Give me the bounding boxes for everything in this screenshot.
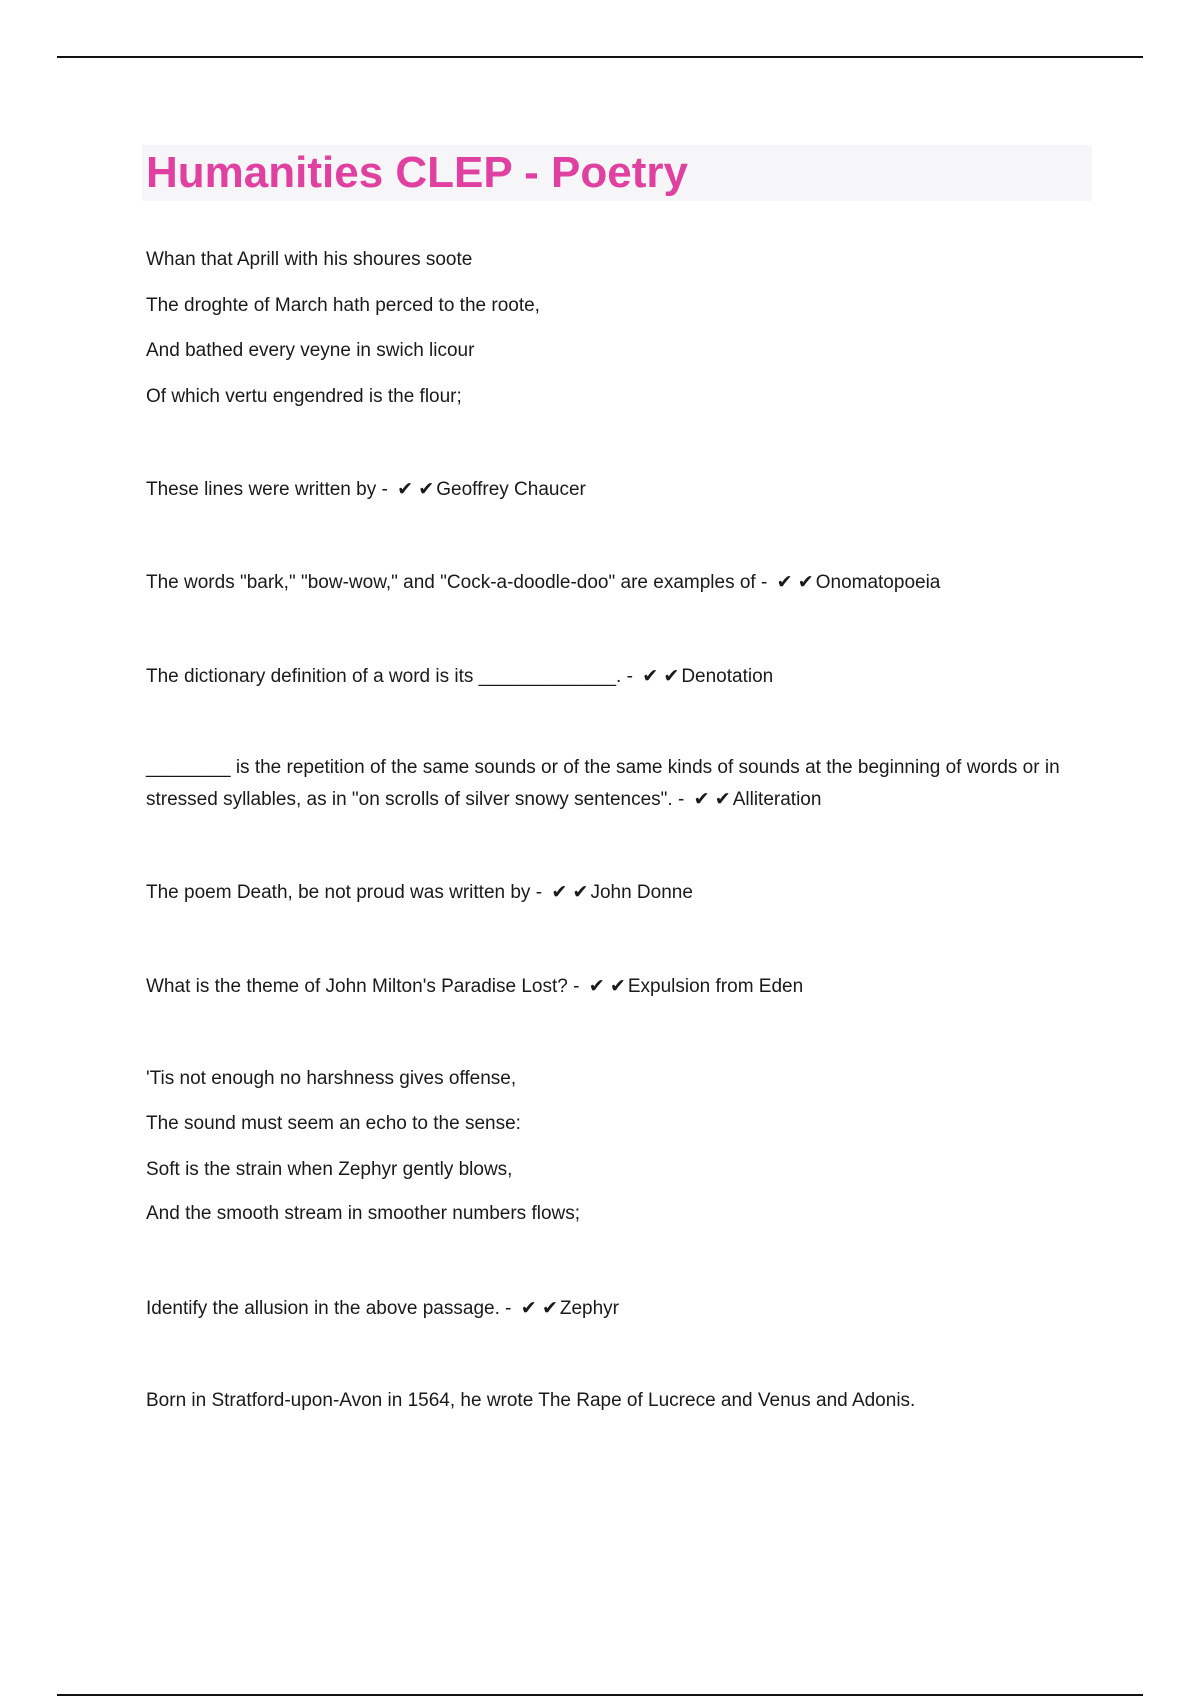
check-icon: ✔ ✔ xyxy=(520,1298,558,1319)
qa-item-1 xyxy=(146,478,586,502)
question-text: ________ is the repetition of the same sounds or of the same kinds of sounds at the beginning of words or in stressed syllables, as in "on scrolls of silver snowy sentences". - xyxy=(146,757,1060,810)
question-text: The poem Death, be not proud was written by - xyxy=(146,882,543,903)
qa-item-6 xyxy=(146,975,803,999)
question-text: Identify the allusion in the above passage. - xyxy=(146,1298,512,1319)
page-title: Humanities CLEP - Poetry xyxy=(146,148,688,197)
answer-text: Alliteration xyxy=(732,789,822,810)
check-icon: ✔ ✔ xyxy=(397,479,435,500)
question-text: These lines were written by - xyxy=(146,479,388,500)
poem2-line-3: Soft is the strain when Zephyr gently blows, xyxy=(146,1159,513,1180)
poem2-line-2: The sound must seem an echo to the sense: xyxy=(146,1113,521,1134)
qa-item-4 xyxy=(146,752,1086,816)
top-rule xyxy=(57,56,1143,58)
last-line: Born in Stratford-upon-Avon in 1564, he wrote The Rape of Lucrece and Venus and Adonis. xyxy=(146,1390,916,1411)
check-icon: ✔ ✔ xyxy=(776,572,814,593)
answer-text: Denotation xyxy=(681,666,774,687)
check-icon: ✔ ✔ xyxy=(588,976,626,997)
answer-text: John Donne xyxy=(590,882,693,903)
answer-text: Onomatopoeia xyxy=(815,572,941,593)
poem1-line-1: Whan that Aprill with his shoures soote xyxy=(146,249,473,270)
poem1-line-2: The droghte of March hath perced to the roote, xyxy=(146,295,540,316)
question-text: The dictionary definition of a word is its _____________. - xyxy=(146,666,633,687)
check-icon: ✔ ✔ xyxy=(693,789,731,810)
qa-item-2 xyxy=(146,571,940,595)
qa-item-7 xyxy=(146,1297,619,1321)
answer-text: Geoffrey Chaucer xyxy=(436,479,586,500)
answer-text: Zephyr xyxy=(559,1298,620,1319)
poem2-line-4: And the smooth stream in smoother numbers flows; xyxy=(146,1203,581,1224)
question-text: What is the theme of John Milton's Paradise Lost? - xyxy=(146,976,580,997)
check-icon: ✔ ✔ xyxy=(642,666,680,687)
qa-item-3 xyxy=(146,665,773,689)
answer-text: Expulsion from Eden xyxy=(627,976,804,997)
question-text: The words "bark," "bow-wow," and "Cock-a-doodle-doo" are examples of - xyxy=(146,572,768,593)
qa-item-5 xyxy=(146,881,693,905)
poem2-line-1: 'Tis not enough no harshness gives offense, xyxy=(146,1068,517,1089)
poem1-line-4: Of which vertu engendred is the flour; xyxy=(146,386,462,407)
poem1-line-3: And bathed every veyne in swich licour xyxy=(146,340,475,361)
bottom-rule xyxy=(57,1694,1143,1696)
check-icon: ✔ ✔ xyxy=(551,882,589,903)
